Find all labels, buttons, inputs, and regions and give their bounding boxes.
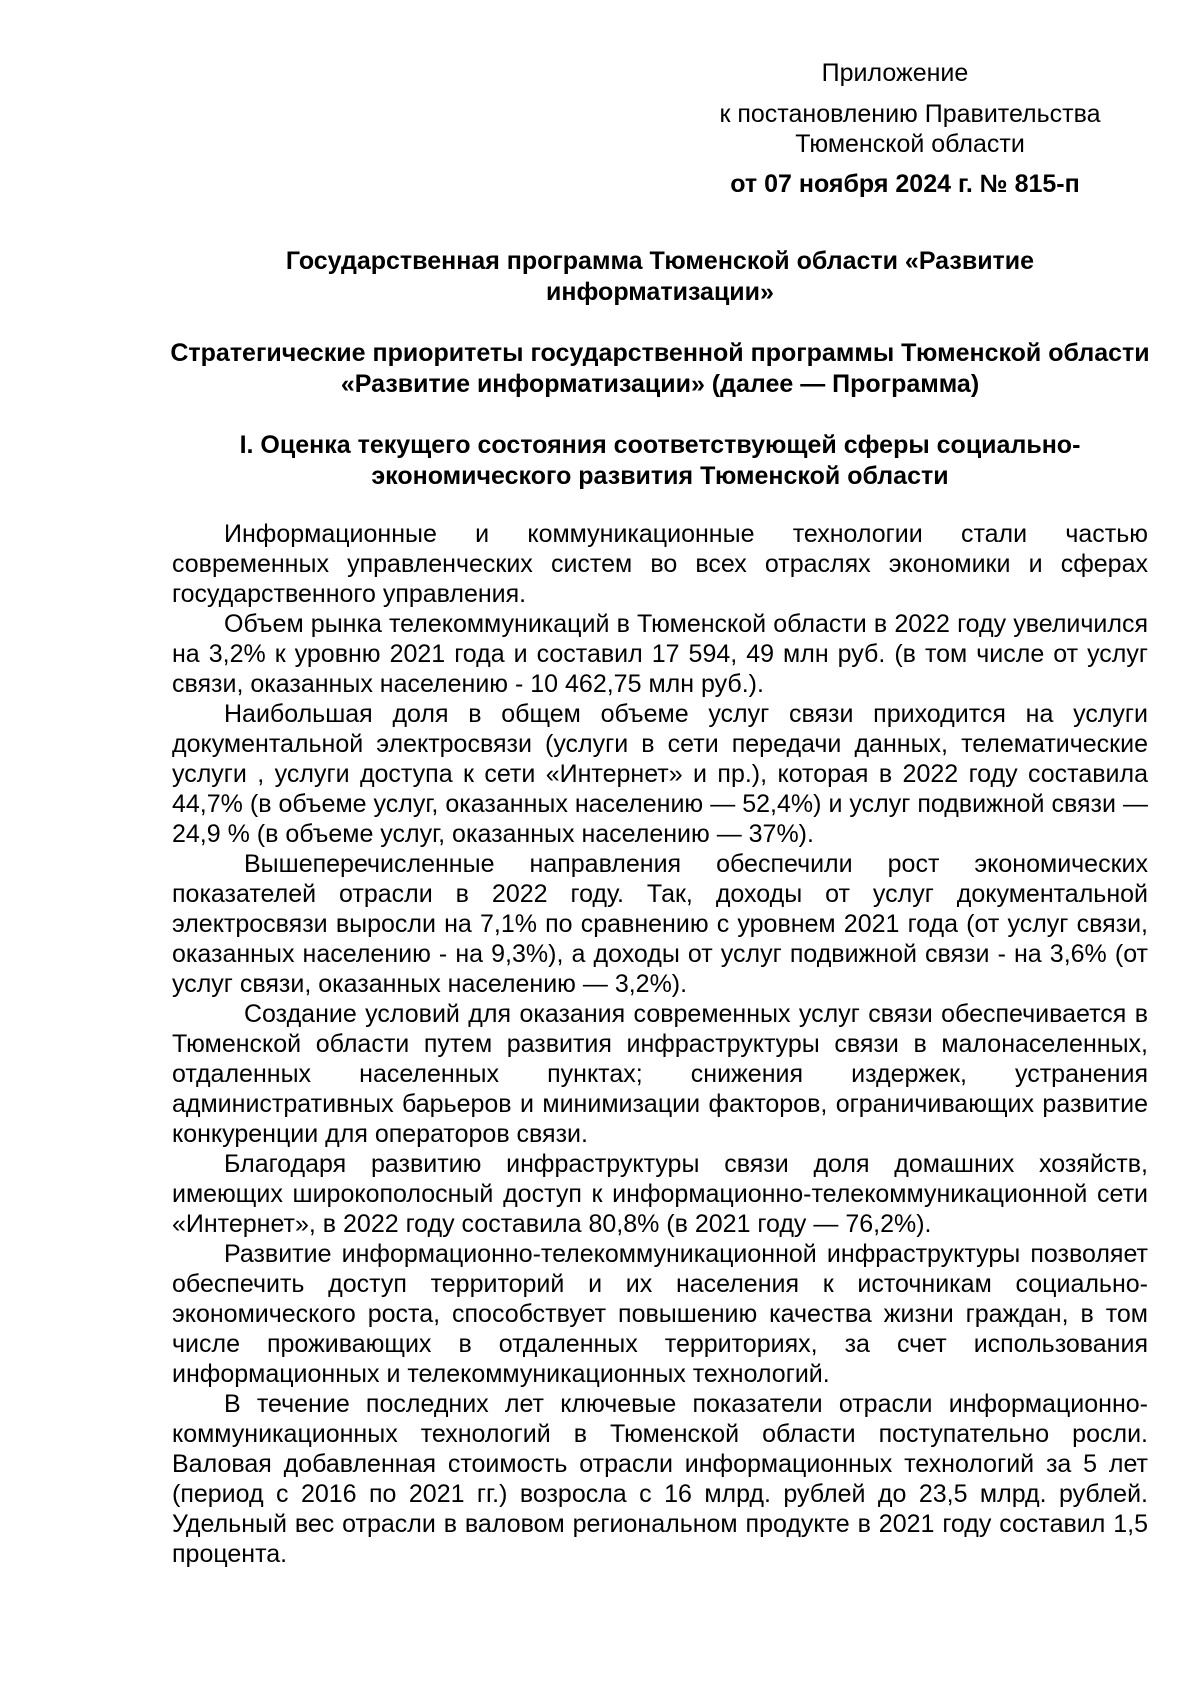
paragraph: Вышеперечисленные направления обеспечили рост экономических показателей отрасли в 2022 году. Так, доходы от услуг документальной электросвязи выросли на 7,1% по сравнению с уровнем 2021 года (от услуг связи, оказанных населению - на 9,3%), а доходы от услуг подвижной связи - на 3,6% (от услуг связи, оказанных населению — 3,2%). — [172, 850, 1148, 998]
appendix-region-line: Тюменской области — [795, 130, 1025, 158]
appendix-label: Приложение — [821, 59, 969, 87]
paragraph: Благодаря развитию инфраструктуры связи доля домашних хозяйств, имеющих широкополосный доступ к информационно-телекоммуникационной сети «Интернет», в 2022 году составила 80,8% (в 2021 году — 76,2%). — [172, 1150, 1148, 1238]
body-text — [172, 519, 1148, 1569]
section-title: I. Оценка текущего состояния соответствующей сферы социально-экономического развития Тюменской области — [239, 431, 1081, 490]
appendix-block — [700, 58, 1120, 199]
appendix-date: от 07 ноября 2024 г. № 815-п — [730, 170, 1080, 198]
priorities-title: Стратегические приоритеты государственной программы Тюменской области «Развитие информатизации» (далее — Программа) — [170, 339, 1150, 398]
paragraph: Создание условий для оказания современных услуг связи обеспечивается в Тюменской области путем развития инфраструктуры связи в малонаселенных, отдаленных населенных пунктах; снижения издержек, устранения административных барьеров и минимизации факторов, ограничивающих развитие конкуренции для операторов связи. — [172, 1000, 1148, 1148]
program-title: Государственная программа Тюменской области «Развитие информатизации» — [285, 247, 1035, 306]
appendix-resolution-line: к постановлению Правительства — [719, 100, 1101, 128]
paragraph: Развитие информационно-телекоммуникационной инфраструктуры позволяет обеспечить доступ территорий и их населения к источникам социально-экономического роста, способствует повышению качества жизни граждан, в том числе проживающих в отдаленных территориях, за счет использования информационных и телекоммуникационных технологий. — [172, 1240, 1148, 1388]
paragraph: В течение последних лет ключевые показатели отрасли информационно-коммуникационных технологий в Тюменской области поступательно росли. Валовая добавленная стоимость отрасли информационных технологий за 5 лет (период с 2016 по 2021 гг.) возросла с 16 млрд. рублей до 23,5 млрд. рублей. Удельный вес отрасли в валовом региональном продукте в 2021 году составил 1,5 процента. — [172, 1390, 1148, 1568]
paragraph: Наибольшая доля в общем объеме услуг связи приходится на услуги документальной электросвязи (услуги в сети передачи данных, телематические услуги , услуги доступа к сети «Интернет» и пр.), которая в 2022 году составила 44,7% (в объеме услуг, оказанных населению — 52,4%) и услуг подвижной связи — 24,9 % (в объеме услуг, оказанных населению — 37%). — [172, 700, 1148, 848]
paragraph: Информационные и коммуникационные технологии стали частью современных управленческих систем во всех отраслях экономики и сферах государственного управления. — [172, 520, 1148, 608]
paragraph: Объем рынка телекоммуникаций в Тюменской области в 2022 году увеличился на 3,2% к уровню 2021 года и составил 17 594, 49 млн руб. (в том числе от услуг связи, оказанных населению - 10 462,75 млн руб.). — [172, 610, 1148, 698]
